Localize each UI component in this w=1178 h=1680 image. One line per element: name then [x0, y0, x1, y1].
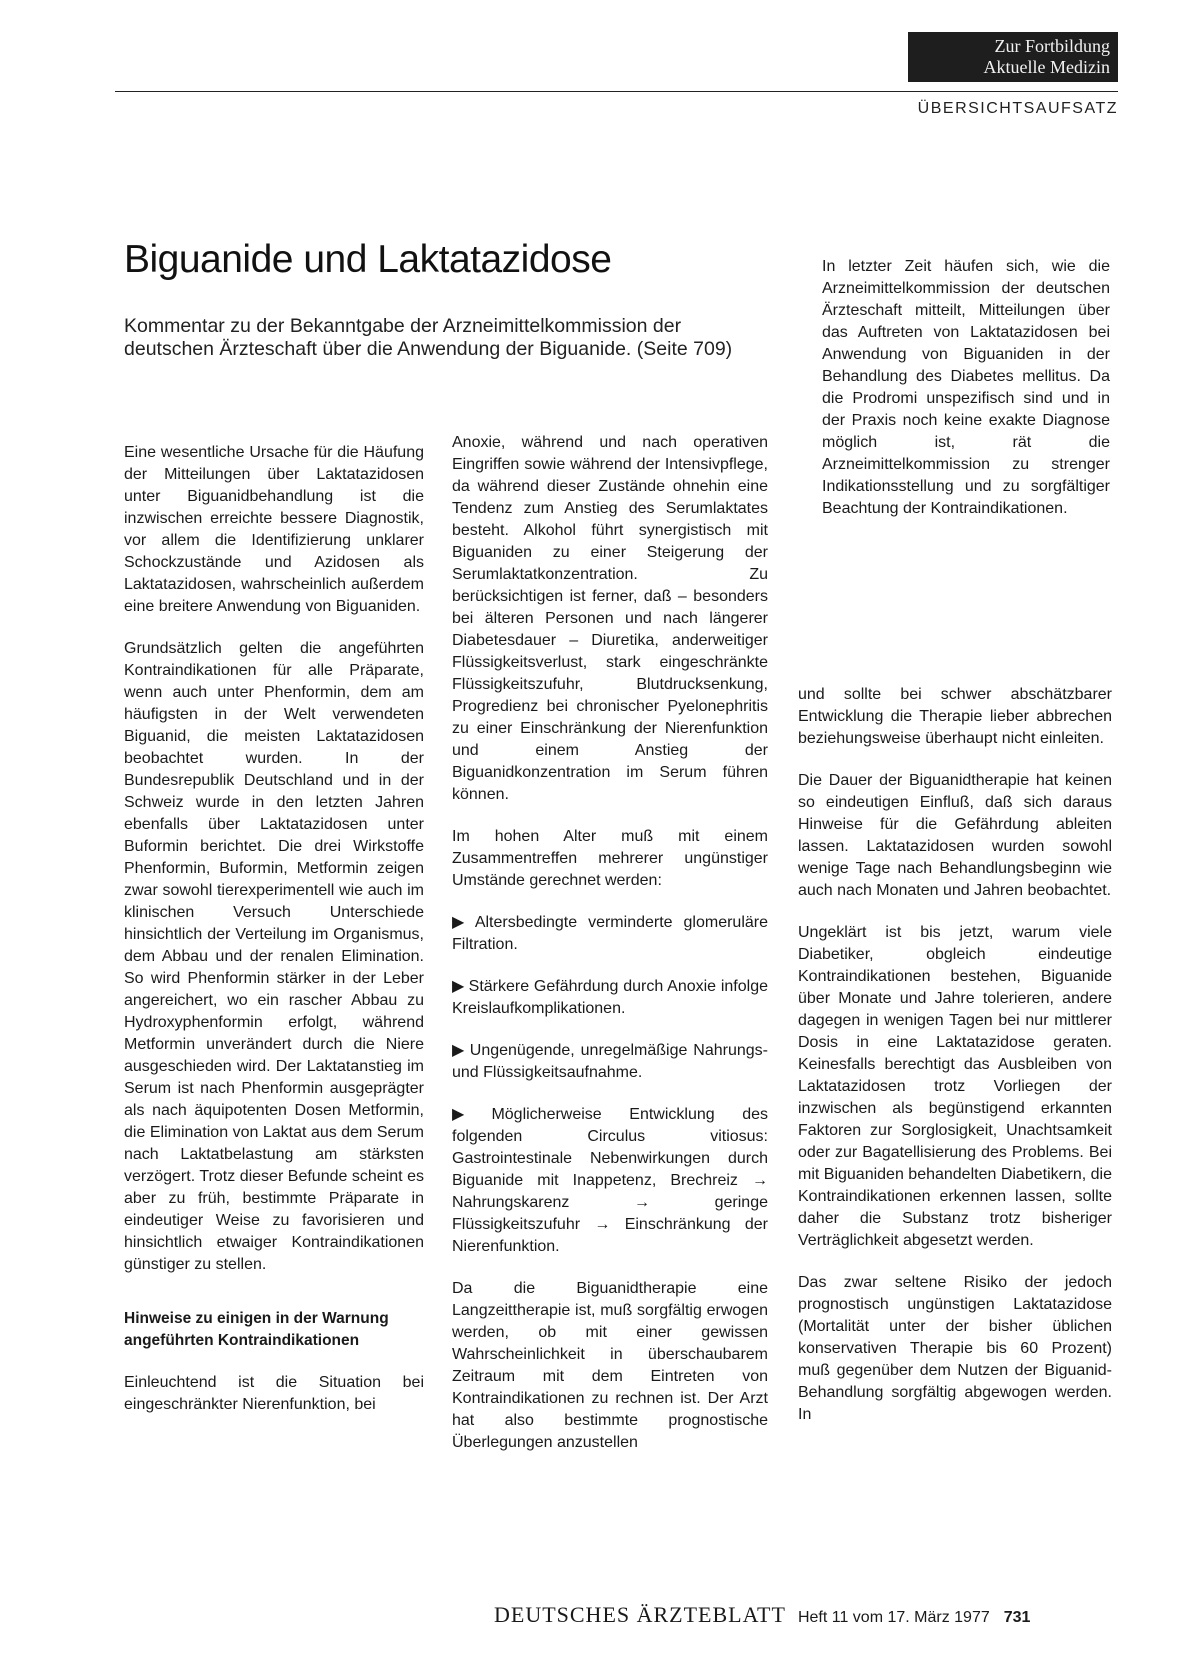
column-1: [124, 442, 424, 1436]
paragraph: Die Dauer der Biguanidtherapie hat keinen so eindeutigen Einfluß, daß sich daraus Hinweise für die Gefährdung ableiten lassen. Laktatazidosen wurden sowohl wenige Tage nach Behandlungsbeginn wie auch nach Monaten und Jahren beobachtet.: [798, 772, 1112, 899]
paragraph: Anoxie, während und nach operativen Eingriffen sowie während der Intensivpflege, da während dieser Zustände ohnehin eine Tendenz zum Anstieg des Serumlaktates besteht. Alkohol führt synergistisch mit Biguaniden zu einer Steigerung der Serumlaktatkonzentration. Zu berücksichtigen ist ferner, daß – besonders bei älteren Personen und nach längerer Diabetesdauer – Diuretika, anderweitiger Flüssigkeitsverlust, stark eingeschränkte Flüssigkeitszufuhr, Blutdrucksenkung, Progredienz bei chronischer Pyelonephritis zu einer Einschränkung der Nierenfunktion und einem Anstieg der Biguanidkonzentration im Serum führen können.: [452, 434, 768, 803]
bullet-item: [452, 1040, 768, 1084]
paragraph: Einleuchtend ist die Situation bei eingeschränkter Nierenfunktion, bei: [124, 1374, 424, 1413]
issue-info: Heft 11 vom 17. März 1977: [797, 1609, 990, 1626]
summary-box: [822, 256, 1110, 540]
column-3: [798, 684, 1112, 1446]
bullet-text: Ungenügende, unregelmäßige Nahrungs- und Flüssigkeitsaufnahme.: [452, 1042, 768, 1081]
bullet-arrow-icon: ▶: [452, 978, 465, 995]
section-label: ÜBERSICHTSAUFSATZ: [917, 100, 1118, 117]
page-number: 731: [1003, 1609, 1031, 1626]
header-rule: [115, 91, 1118, 92]
paragraph: Das zwar seltene Risiko der jedoch prognostisch ungünstigen Laktatazidose (Mortalität unter der bisher üblichen konservativen Therapie bis 60 Prozent) muß gegenüber dem Nutzen der Biguanid-Behandlung sorgfältig abgewogen werden. In: [798, 1274, 1112, 1423]
section-heading: Hinweise zu einigen in der Warnung angeführten Kontraindikationen: [124, 1310, 389, 1349]
badge-line-2: Aktuelle Medizin: [983, 57, 1110, 77]
paragraph: Ungeklärt ist bis jetzt, warum viele Diabetiker, obgleich eindeutige Kontraindikationen bestehen, Biguanide über Monate und Jahre tolerieren, andere dagegen in wenigen Tagen bei nur mittlerer Dosis in eine Laktatazidose geraten. Keinesfalls berechtigt das Ausbleiben von Laktatazidosen trotz Vorliegen der inzwischen als begünstigend erkannten Faktoren zur Sorglosigkeit, Unachtsamkeit oder zur Bagatellisierung des Problems. Bei mit Biguaniden behandelten Diabetikern, die Kontraindikationen erkennen lassen, sollte daher die Substanz trotz bisheriger Verträglichkeit abgesetzt werden.: [798, 924, 1112, 1249]
bullet-arrow-icon: ▶: [452, 1106, 488, 1123]
paragraph: Da die Biguanidtherapie eine Langzeittherapie ist, muß sorgfältig erwogen werden, ob mit einer gewissen Wahrscheinlichkeit in überschaubarem Zeitraum mit dem Eintreten von Kontraindikationen zu rechnen ist. Der Arzt hat also bestimmte prognostische Überlegungen anzustellen: [452, 1280, 768, 1451]
paragraph: und sollte bei schwer abschätzbarer Entwicklung die Therapie lieber abbrechen beziehungsweise überhaupt nicht einleiten.: [798, 686, 1112, 747]
bullet-text: Möglicherweise Entwicklung des folgenden Circulus vitiosus: Gastrointestinale Nebenwirkungen durch Biguanide mit Inappetenz, Brechreiz → Nahrungskarenz → geringe Flüssigkeitszufuhr → Einschränkung der Nierenfunktion.: [452, 1106, 769, 1255]
summary-text: In letzter Zeit häufen sich, wie die Arzneimittelkommission der deutschen Ärzteschaft mitteilt, Mitteilungen über das Auftreten von Laktatazidosen bei Anwendung von Biguaniden in der Behandlung des Diabetes mellitus. Da die Prodromi unspezifisch sind und in der Praxis noch keine exakte Diagnose möglich ist, rät die Arzneimittelkommission zu strenger Indikationsstellung und zu sorgfältiger Beachtung der Kontraindikationen.: [822, 258, 1110, 517]
bullet-item: [452, 1104, 768, 1258]
section-badge: [908, 32, 1118, 82]
paragraph: Eine wesentliche Ursache für die Häufung der Mitteilungen über Laktatazidosen unter Biguanidbehandlung ist die inzwischen erreichte bessere Diagnostik, vor allem die Identifizierung unklarer Schockzustände und Azidosen als Laktatazidosen, wahrscheinlich außerdem eine breitere Anwendung von Biguaniden.: [124, 444, 424, 615]
column-2: [452, 432, 768, 1474]
badge-line-1: Zur Fortbildung: [994, 36, 1110, 56]
paragraph: Im hohen Alter muß mit einem Zusammentreffen mehrerer ungünstiger Umstände gerechnet werden:: [452, 828, 768, 889]
bullet-item: [452, 976, 768, 1020]
bullet-text: Altersbedingte verminderte glomeruläre Filtration.: [452, 914, 768, 953]
article-subtitle: Kommentar zu der Bekanntgabe der Arzneimittelkommission der deutschen Ärzteschaft über die Anwendung der Biguanide. (Seite 709): [124, 315, 733, 360]
bullet-arrow-icon: ▶: [452, 1042, 466, 1059]
article-title: Biguanide und Laktatazidose: [124, 238, 612, 281]
page-footer: [494, 1602, 1030, 1628]
paragraph: Grundsätzlich gelten die angeführten Kontraindikationen für alle Präparate, wenn auch unter Phenformin, dem am häufigsten in der Welt verwendeten Biguanid, die meisten Laktatazidosen beobachtet wurden. In der Bundesrepublik Deutschland und in der Schweiz wurde in den letzten Jahren ebenfalls über Laktatazidosen unter Buformin berichtet. Die drei Wirkstoffe Phenformin, Buformin, Metformin zeigen zwar sowohl tierexperimentell wie auch im klinischen Versuch Unterschiede hinsichtlich der Verteilung im Organismus, dem Abbau und der renalen Elimination. So wird Phenformin stärker in der Leber angereichert, wo ein rascher Abbau zu Hydroxyphenformin erfolgt, während Metformin unverändert durch die Niere ausgeschieden wird. Der Laktatanstieg im Serum ist nach Phenformin ausgeprägter als nach äquipotenten Dosen Metformin, die Elimination von Laktat aus dem Serum nach Laktatbelastung am stärksten verzögert. Trotz dieser Befunde scheint es aber zu früh, bestimmte Präparate in eindeutiger Weise zu favorisieren und hinsichtlich etwaiger Kontraindikationen günstiger zu stellen.: [124, 640, 424, 1273]
journal-name: DEUTSCHES ÄRZTEBLATT: [494, 1602, 786, 1627]
bullet-arrow-icon: ▶: [452, 914, 471, 931]
bullet-item: [452, 912, 768, 956]
bullet-text: Stärkere Gefährdung durch Anoxie infolge Kreislaufkomplikationen.: [452, 978, 768, 1017]
